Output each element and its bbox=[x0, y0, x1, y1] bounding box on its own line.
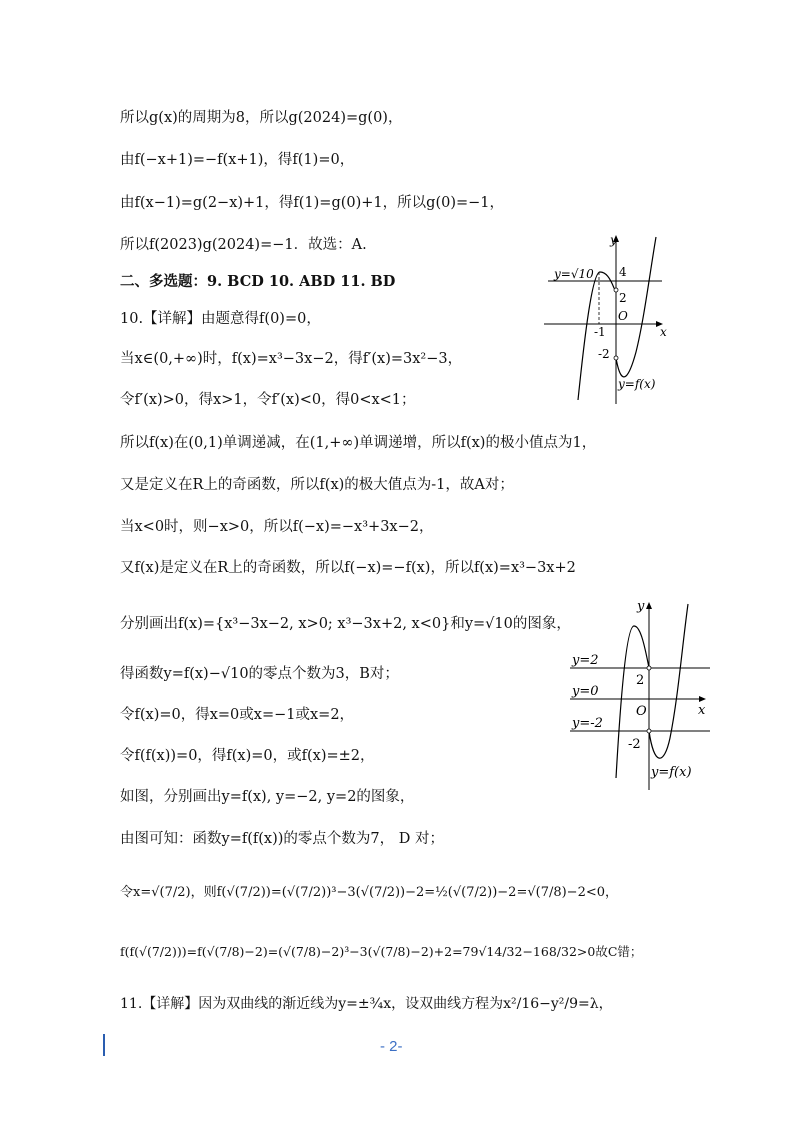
graph1-line-label: y=√10 bbox=[554, 267, 594, 281]
text-line-7: 当x∈(0,+∞)时，f(x)=x³−3x−2，得f′(x)=3x²−3， bbox=[120, 351, 463, 367]
page-number: - 2- bbox=[380, 1038, 403, 1055]
text-line-1: 所以g(x)的周期为8，所以g(2024)=g(0)， bbox=[120, 110, 403, 126]
graph2-curve-left bbox=[616, 626, 649, 778]
text-line-16: 令f(f(x))=0，得f(x)=0，或f(x)=±2， bbox=[120, 748, 375, 764]
text-line-20: f(f(√(7/2)))=f(√(7/8)−2)=(√(7/8)−2)³−3(√(7/8)−2)+2=79√14/32−168/32>0故C错； bbox=[120, 944, 643, 959]
graph1-curve-label: y=f(x) bbox=[618, 377, 656, 391]
section-heading-multichoice: 二、多选题：9. BCD 10. ABD 11. BD bbox=[120, 273, 396, 290]
text-line-4: 所以f(2023)g(2024)=−1．故选：A. bbox=[120, 237, 367, 253]
graph1-x-label: x bbox=[660, 325, 667, 339]
graph1-tick-neg1: -1 bbox=[594, 325, 606, 339]
text-line-6: 10.【详解】由题意得f(0)=0， bbox=[120, 311, 321, 327]
graph2-open-point-top bbox=[647, 666, 651, 670]
graph1-tick-neg2: -2 bbox=[598, 347, 610, 361]
graph1-y-label: y bbox=[610, 233, 617, 247]
graph1-open-point-bottom bbox=[614, 356, 618, 360]
text-line-10: 又是定义在R上的奇函数，所以f(x)的极大值点为-1，故A对； bbox=[120, 477, 514, 493]
graph1-tick-2: 2 bbox=[619, 291, 627, 305]
text-cursor-bar bbox=[103, 1034, 105, 1056]
graph2-label-yneg2: y=-2 bbox=[572, 716, 603, 731]
graph1-origin: O bbox=[618, 309, 628, 323]
graph2-open-point-bottom bbox=[647, 729, 651, 733]
graph2-tick-2: 2 bbox=[636, 673, 645, 688]
text-line-17: 如图，分别画出y=f(x), y=−2, y=2的图象， bbox=[120, 789, 415, 805]
text-line-13: 分别画出f(x)={x³−3x−2, x>0; x³−3x+2, x<0}和y=√10的图象， bbox=[120, 616, 571, 632]
text-line-9: 所以f(x)在(0,1)单调递减，在(1,+∞)单调递增，所以f(x)的极小值点为1， bbox=[120, 435, 597, 451]
graph2-label-y2: y=2 bbox=[572, 653, 599, 668]
text-line-11: 当x<0时，则−x>0，所以f(−x)=−x³+3x−2， bbox=[120, 519, 434, 535]
text-line-3: 由f(x−1)=g(2−x)+1，得f(1)=g(0)+1，所以g(0)=−1， bbox=[120, 195, 505, 211]
function-graph-1 bbox=[540, 232, 670, 407]
graph2-label-y0: y=0 bbox=[572, 684, 599, 699]
graph2-origin: O bbox=[636, 704, 647, 719]
graph2-tick-neg2: -2 bbox=[628, 737, 641, 752]
graph2-y-label: y bbox=[637, 599, 645, 614]
graph2-curve-label: y=f(x) bbox=[651, 765, 692, 780]
text-line-15: 令f(x)=0，得x=0或x=−1或x=2， bbox=[120, 707, 355, 723]
text-line-8: 令f′(x)>0，得x>1，令f′(x)<0，得0<x<1； bbox=[120, 392, 416, 408]
graph1-tick-4: 4 bbox=[619, 265, 627, 279]
graph1-curve-right bbox=[616, 237, 656, 377]
graph2-x-arrow bbox=[699, 696, 706, 702]
text-line-12: 又f(x)是定义在R上的奇函数，所以f(−x)=−f(x)，所以f(x)=x³−3x+2 bbox=[120, 560, 576, 576]
graph2-y-arrow bbox=[646, 602, 652, 609]
graph2-x-label: x bbox=[698, 703, 706, 718]
text-line-14: 得函数y=f(x)−√10的零点个数为3，B对； bbox=[120, 666, 399, 682]
graph1-open-point-top bbox=[614, 288, 618, 292]
function-graph-2 bbox=[566, 598, 716, 792]
text-line-21: 11.【详解】因为双曲线的渐近线为y=±¾x，设双曲线方程为x²/16−y²/9=λ， bbox=[120, 996, 613, 1012]
text-line-18: 由图可知：函数y=f(f(x))的零点个数为7， D 对； bbox=[120, 831, 444, 847]
text-line-19: 令x=√(7/2)，则f(√(7/2))=(√(7/2))³−3(√(7/2))−2=½(√(7/2))−2=√(7/8)−2<0， bbox=[120, 885, 619, 900]
graph2-curve-right bbox=[649, 604, 688, 758]
text-line-2: 由f(−x+1)=−f(x+1)，得f(1)=0， bbox=[120, 152, 355, 168]
